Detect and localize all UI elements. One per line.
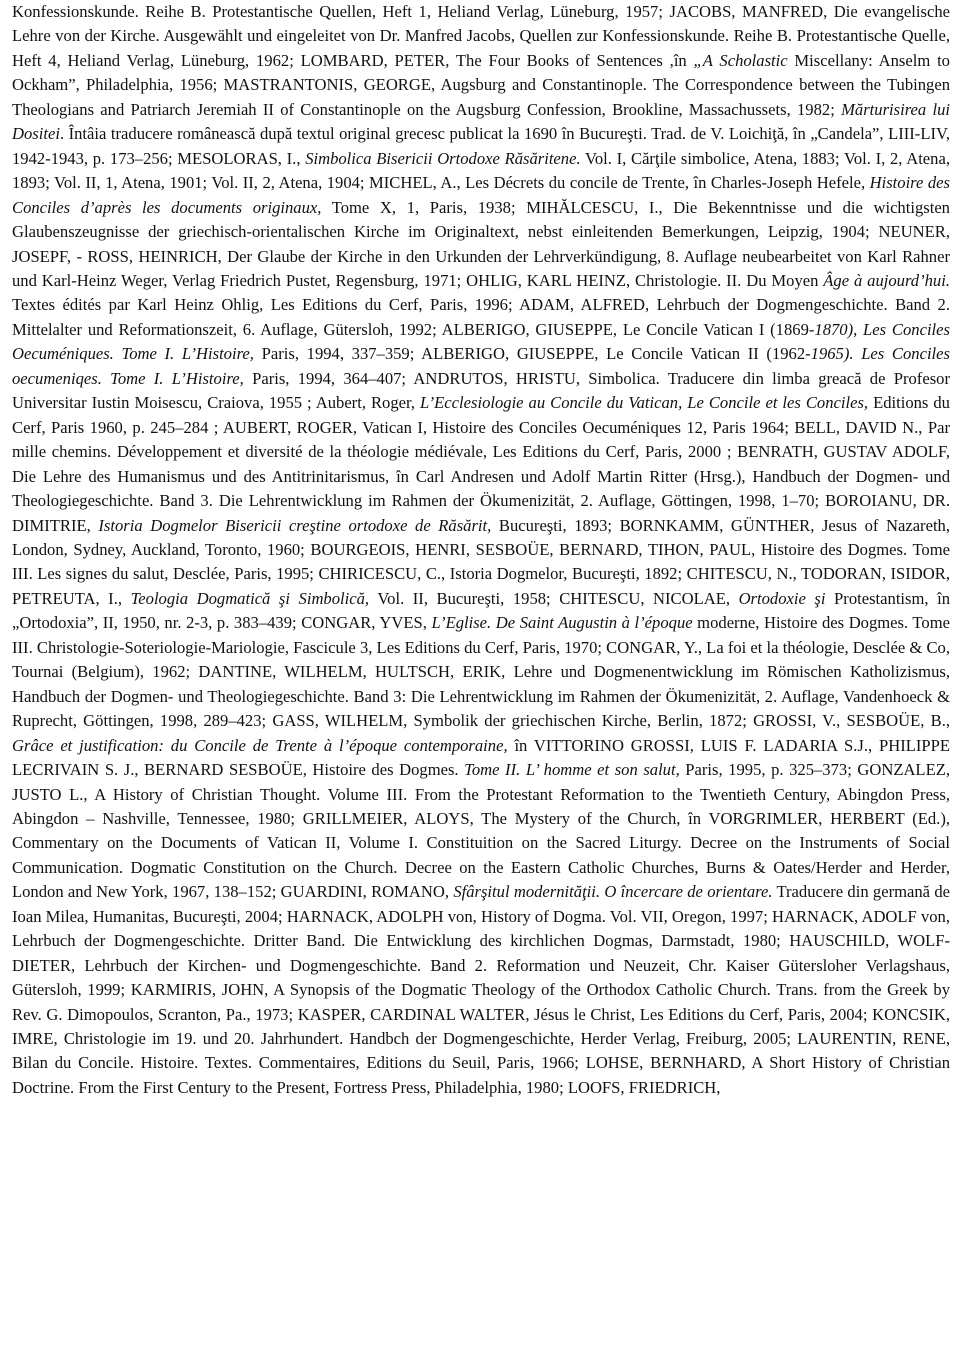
italic-title: Simbolica Bisericii Ortodoxe Răsăritene. xyxy=(305,148,581,168)
text-segment: Tome X, 1, Paris, 1938; MIHĂLCESCU, I., Die Bekenntnisse und die wichtigsten Glaubenszeugnisse der griechisch-orientalischen Kirche im Originaltext, nebst einleitenden Bemerkungen, Leipzig, 1904; NEUNER, JOSEPF, - ROSS, HEINRICH, Der Glaube der Kirche in den Urkunden der Lehrverkündigung, 8. Auflage neubearbeitet von Karl Rahner und Karl-Heinz Weger, Verlag Friedrich Pustet, Regensburg, 1971; OHLIG, KARL HEINZ, Christologie. II. Du Moyen xyxy=(12,197,950,290)
text-segment: Protestantism, în „Ortodoxia”, II, 1950, nr. 2-3, p. 383–439; CONGAR, YVES, xyxy=(12,588,951,633)
text-segment: . Întâia traducere românească după textul original grecesc publicat la 1690 în Bucureşti. Trad. de V. Loichiţă, în „Candela”, LIII-LIV, 1942-1943, p. 173–256; MESOLORAS, I., xyxy=(12,124,950,168)
italic-title: Sfârşitul modernităţii. O încercare de orientare. xyxy=(453,882,773,902)
italic-title: Mărturisirea lui Dositei xyxy=(12,99,950,144)
text-segment: Editions du Cerf, Paris 1960, p. 245–284 ; AUBERT, ROGER, Vatican I, Histoire des Conciles Oecuméniques 12, Paris 1964; BELL, DAVID N., Par mille chemins. Développement et diversité de la théologie médiévale, Les Editions du Cerf, Paris, 2000 ; BENRATH, GUSTAV ADOLF, Die Lehre des Humanismus und des Antitrinitarismus, în Carl Andresen und Adolf Martin Ritter (Hrsg.), Handbuch der Dogmen- und Theologiegeschichte. Band 3. Die Lehrentwicklung im Rahmen der Ökumenizität, 2. Auflage, Göttingen, 1998, 1–70; BOROIANU, DR. DIMITRIE, xyxy=(12,393,950,535)
italic-title: Ortodoxie şi xyxy=(738,588,826,608)
italic-title: Tome II. L’ homme et son salut, xyxy=(464,760,680,780)
italic-title: Histoire des Conciles d’après les documents originaux, xyxy=(12,173,950,217)
italic-title: Grâce et justification: du Concile de Trente à l’époque contemporaine, xyxy=(12,735,508,755)
text-segment: Bucureşti, 1893; BORNKAMM, GÜNTHER, Jesus of Nazareth, London, Sydney, Auckland, Toronto, 1960; BOURGEOIS, HENRI, SESBOÜE, BERNARD, TIHON, PAUL, Histoire des Dogmes. Tome III. Les signes du salut, Desclée, Paris, 1995; CHIRICESCU, C., Istoria Dogmelor, Bucureşti, 1892; CHITESCU, N., TODORAN, ISIDOR, PETREUTA, I., xyxy=(12,515,951,608)
italic-title: Teologia Dogmatică şi Simbolică, xyxy=(130,588,370,608)
text-segment: moderne, Histoire des Dogmes. Tome III. Christologie-Soteriologie-Mariologie, Fascicule 3, Les Editions du Cerf, Paris, 1970; CONGAR, Y., La foi et la théologie, Desclée & Co, Tournai (Belgium), 1962; DANTINE, WILHELM, HULTSCH, ERIK, Lehre und Dogmenentwicklung im Römischen Katholizismus, Handbuch der Dogmen- und Theologiegeschichte. Band 3: Die Lehrentwicklung im Rahmen der Ökumenizität, 2. Auflage, Vandenhoeck & Ruprecht, Göttingen, 1998, 289–423; GASS, WILHELM, Symbolik der griechischen Kirche, Berlin, 1872; GROSSI, V., SESBOÜE, B., xyxy=(12,613,950,731)
italic-title: 1870), Les Conciles Oecuméniques. Tome I. L’Histoire, xyxy=(12,319,950,364)
text-segment: Traducere din germană de Ioan Milea, Humanitas, Bucureşti, 2004; HARNACK, ADOLPH von, History of Dogma. Vol. VII, Oregon, 1997; HARNACK, ADOLF von, Lehrbuch der Dogmengeschichte. Dritter Band. Die Entwicklung des kirchlichen Dogmas, Darmstadt, 1980; HAUSCHILD, WOLF-DIETER, Lehrbuch der Kirchen- und Dogmengeschichte. Band 2. Reformation und Neuzeit, Chr. Kaiser Gütersloher Verlagshaus, Gütersloh, 1999; KARMIRIS, JOHN, A Synopsis of the Dogmatic Theology of the Orthodox Catholic Church. Trans. from the Greek by Rev. G. Dimopoulos, Scranton, Pa., 1973; KASPER, CARDINAL WALTER, Jésus le Christ, Les Editions du Cerf, Paris, 2004; KONCSIK, IMRE, Christologie im 19. und 20. Jahrhundert. Handbch der Dogmengeschichte, Herder Verlag, Freiburg, 2005; LAURENTIN, RENE, Bilan du Concile. Histoire. Textes. Commentaires, Editions du Seuil, Paris, 1966; LOHSE, BERNHARD, A Short History of Christian Doctrine. From the First Century to the Present, Fortress Press, Philadelphia, 1980; LOOFS, FRIEDRICH, xyxy=(12,882,950,1097)
italic-title: L’Ecclesiologie au Concile du Vatican, Le Concile et les Conciles, xyxy=(420,393,869,413)
text-segment: Vol. I, Cărţile simbolice, Atena, 1883; Vol. I, 2, Atena, 1893; Vol. II, 1, Atena, 1901; Vol. II, 2, Atena, 1904; MICHEL, A., Les Décrets du concile de Trente, în Charles-Joseph Hefele, xyxy=(12,148,950,193)
text-segment: Paris, 1994, 364–407; ANDRUTOS, HRISTU, Simbolica. Traducere din limba greacă de Profesor Universitar Iustin Moisescu, Craiova, 1955 ; Aubert, Roger, xyxy=(12,368,950,413)
text-segment: Miscellany: Anselm to Ockham”, Philadelphia, 1956; MASTRANTONIS, GEORGE, Augsburg and Constantinople. The Correspondence between the Tubingen Theologians and Patriarch Jeremiah II of Constantinople on the Augsburg Confession, Brookline, Massachussets, 1982; xyxy=(12,50,950,119)
text-segment: Paris, 1995, p. 325–373; GONZALEZ, JUSTO L., A History of Christian Thought. Volume III. From the Protestant Reformation to the Twentieth Century, Abingdon Press, Abingdon – Nashville, Tennessee, 1980; GRILLMEIER, ALOYS, The Mystery of the Church, în VORGRIMLER, HERBERT (Ed.), Commentary on the Documents of Vatican II, Volume I. Constituition on the Sacred Liturgy. Decree on the Instruments of Social Communication. Dogmatic Constitution on the Church. Decree on the Eastern Catholic Churches, Burns & Oates/Herder and Herder, London and New York, 1967, 138–152; GUARDINI, ROMANO, xyxy=(12,760,950,902)
bibliography-paragraph xyxy=(12,0,950,1100)
text-segment: Konfessionskunde. Reihe B. Protestantische Quellen, Heft 1, Heliand Verlag, Lüneburg, 1957; JACOBS, MANFRED, Die evangelische Lehre von der Kirche. Ausgewählt und eingeleitet von Dr. Manfred Jacobs, Quellen zur Konfessionskunde. Reihe B. Protestantische Quelle, Heft 4, Heliand Verlag, Lüneburg, 1962; LOMBARD, PETER, The Four Books of Sentences ,în xyxy=(12,2,950,70)
italic-title: „A Scholastic xyxy=(693,50,788,70)
italic-title: 1965). Les Conciles oecumeniqes. Tome I. L’Histoire, xyxy=(12,344,950,388)
text-segment: Vol. II, Bucureşti, 1958; CHITESCU, NICOLAE, xyxy=(369,588,739,608)
italic-title: Istoria Dogmelor Bisericii creştine ortodoxe de Răsărit, xyxy=(98,515,492,535)
text-segment: Paris, 1994, 337–359; ALBERIGO, GIUSEPPE, Le Concile Vatican II (1962- xyxy=(253,344,811,364)
text-segment: Textes édités par Karl Heinz Ohlig, Les Editions du Cerf, Paris, 1996; ADAM, ALFRED, Lehrbuch der Dogmengeschichte. Band 2. Mittelalter und Reformationszeit, 6. Auflage, Gütersloh, 1992; ALBERIGO, GIUSEPPE, Le Concile Vatican I (1869- xyxy=(12,295,950,339)
italic-title: Âge à aujourd’hui. xyxy=(823,270,950,290)
italic-title: L’Eglise. De Saint Augustin à l’époque xyxy=(431,613,693,633)
text-segment: în VITTORINO GROSSI, LUIS F. LADARIA S.J., PHILIPPE LECRIVAIN S. J., BERNARD SESBOÜE, Histoire des Dogmes. xyxy=(12,735,950,780)
